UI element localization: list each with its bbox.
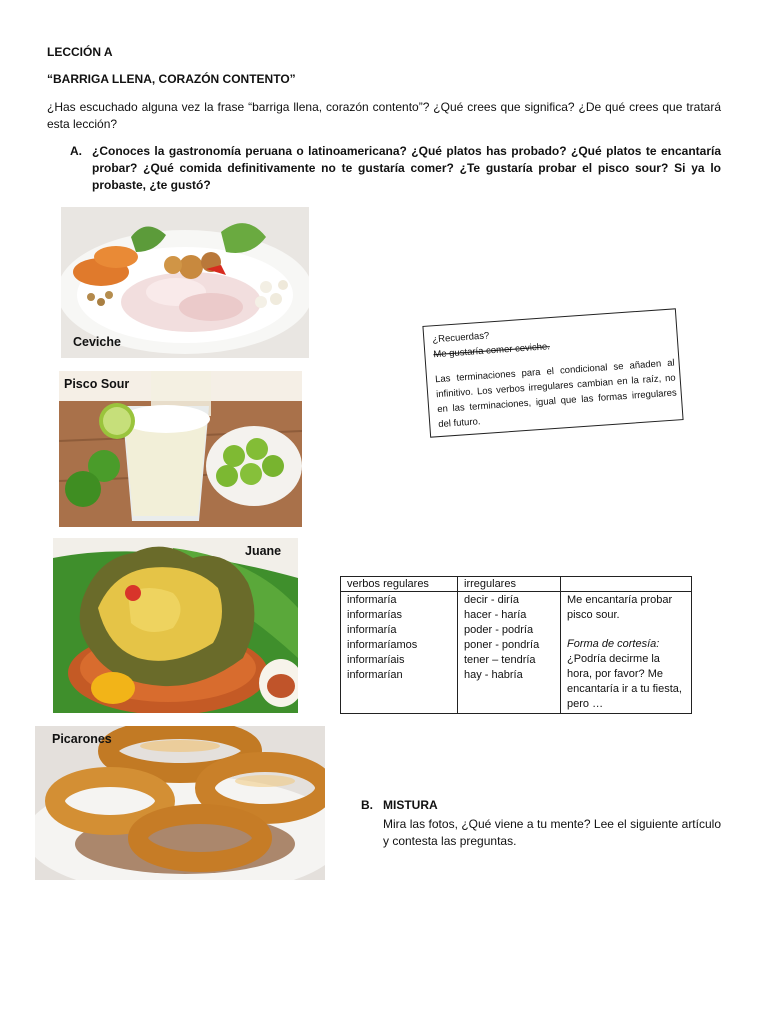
remember-title: ¿Recuerdas? [432,330,490,346]
regular-forms-cell [341,592,458,714]
regular-form: informaría [347,624,397,636]
irregular-form: poder - podría [464,624,534,636]
irregular-form: decir - diría [464,594,520,606]
irregular-form: hacer - haría [464,609,527,621]
header-regular: verbos regulares [341,577,458,592]
verb-table [340,576,692,714]
section-a-text: ¿Conoces la gastronomía peruana o latinoamericana? ¿Qué platos has probado? ¿Qué platos te encantaría probar? ¿Qué comida definitivamente no te gustaría comer? ¿Te gustaría probar el pisco sour? Si ya lo probaste, ¿te gustó? [92,144,721,192]
juane-photo [53,538,298,713]
section-b-text: Mira las fotos, ¿Qué viene a tu mente? Lee el siguiente artículo y contesta las preguntas. [383,817,721,848]
courtesy-text: ¿Podría decirme la hora, por favor? Me encantaría ir a tu fiesta, pero … [567,653,682,710]
table-row [341,592,692,714]
picarones-photo [35,726,325,880]
header-notes [561,577,692,592]
notes-cell [561,592,692,714]
ceviche-label: Ceviche [73,335,121,349]
irregular-form: hay - habría [464,669,523,681]
pisco-sour-photo [59,371,302,527]
regular-form: informaríamos [347,639,418,651]
section-b-title: MISTURA [383,798,438,812]
regular-form: informarían [347,669,403,681]
irregular-forms-cell [458,592,561,714]
remember-explanation: Las terminaciones para el condicional se añaden al infinitivo. Los verbos irregulares cambian en la raíz, no en las terminaciones, igual que las formas irregulares del futuro. [434,357,678,431]
regular-form: informaríais [347,654,405,666]
juane-label: Juane [245,544,282,558]
ceviche-photo [61,207,309,358]
example-sentence: Me encantaría probar pisco sour. [567,594,673,621]
remember-box [422,308,683,437]
section-b-marker: B. [361,798,373,812]
intro-paragraph: ¿Has escuchado alguna vez la frase “barriga llena, corazón contento”? ¿Qué crees que significa? ¿De qué crees que tratará esta lección? [47,100,721,131]
pisco-sour-label: Pisco Sour [64,377,130,391]
picarones-label: Picarones [52,732,112,746]
lesson-title: “BARRIGA LLENA, CORAZÓN CONTENTO” [47,72,296,86]
remember-example: Me gustaría comer ceviche. [433,341,551,361]
regular-form: informarías [347,609,403,621]
section-a-marker: A. [70,144,82,158]
regular-form: informaría [347,594,397,606]
irregular-form: poner - pondría [464,639,540,651]
lesson-label: LECCIÓN A [47,45,113,59]
courtesy-label: Forma de cortesía: [567,638,660,650]
header-irregular: irregulares [458,577,561,592]
table-header-row [341,577,692,592]
irregular-form: tener – tendría [464,654,536,666]
